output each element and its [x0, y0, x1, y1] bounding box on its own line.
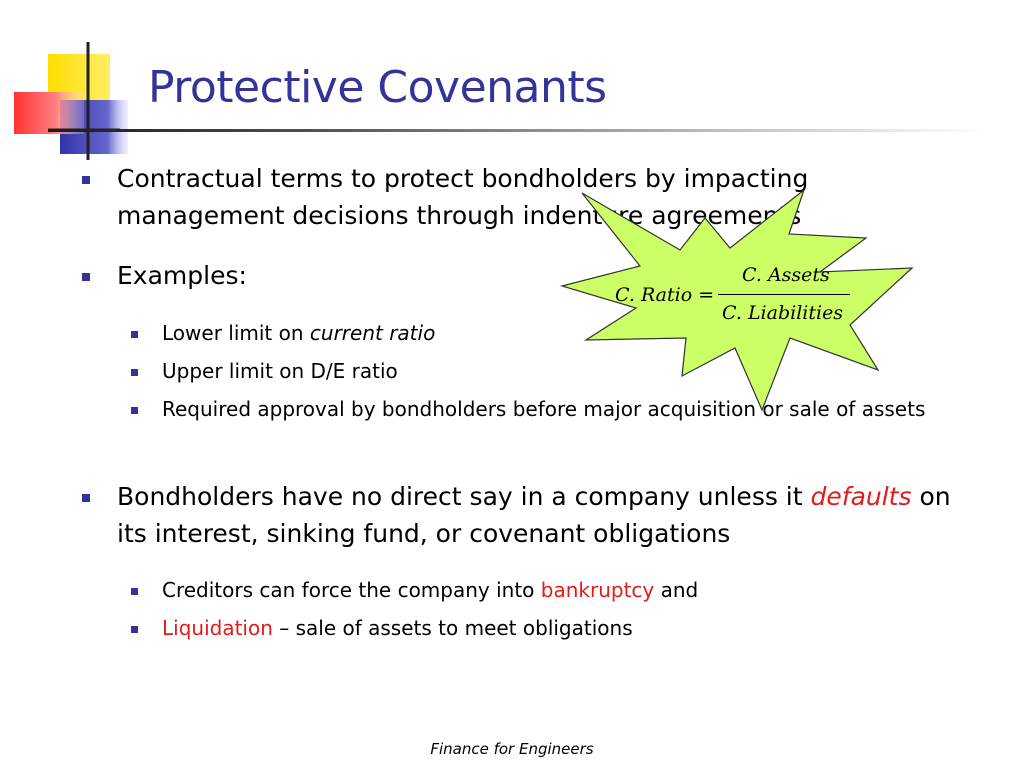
- formula-denominator: C. Liabilities: [722, 302, 844, 324]
- sub-bullet-marker: [131, 626, 138, 633]
- bullet-text: Bondholders have no direct say in a company unless it: [117, 482, 811, 511]
- slide-footer: Finance for Engineers: [430, 740, 594, 758]
- formula-numerator: C. Assets: [742, 264, 830, 286]
- current-ratio-emphasis: current ratio: [309, 321, 436, 345]
- formula-lhs: C. Ratio =: [615, 284, 715, 306]
- bullet-text: on its interest, sinking fund, or covenant obligations: [117, 482, 951, 548]
- sub-bullet-approval: Required approval by bondholders before major acquisition or sale of assets: [162, 397, 926, 421]
- defaults-emphasis: defaults: [810, 482, 912, 511]
- sub-bullet-text: and: [654, 578, 699, 602]
- sub-bullet-liquidation: [162, 613, 982, 643]
- sub-bullet-marker: [131, 331, 138, 338]
- bankruptcy-highlight: bankruptcy: [540, 578, 655, 602]
- bullet-examples: Examples:: [117, 261, 247, 290]
- sub-bullet-marker: [131, 407, 138, 414]
- sub-bullet-de-ratio: Upper limit on D/E ratio: [162, 359, 398, 383]
- bullet-marker: [82, 273, 90, 281]
- sub-bullet-marker: [131, 369, 138, 376]
- bullet-marker: [82, 176, 90, 184]
- sub-bullet-text: Lower limit on: [162, 321, 310, 345]
- sub-bullet-creditors: [162, 575, 982, 605]
- title-underline: [48, 129, 988, 132]
- liquidation-highlight: Liquidation: [162, 616, 273, 640]
- sub-bullet-text: Creditors can force the company into: [162, 578, 541, 602]
- slide-logo-graphic: [0, 0, 150, 170]
- bullet-contractual-terms: Contractual terms to protect bondholders by impacting management decisions through indenture agreements: [117, 164, 809, 230]
- formula-fraction-bar: [718, 294, 850, 295]
- bullet-marker: [82, 494, 90, 502]
- sub-bullet-text: – sale of assets to meet obligations: [272, 616, 633, 640]
- starburst-callout: [560, 188, 920, 412]
- sub-bullet-marker: [131, 588, 138, 595]
- bullet-bondholders-say: [117, 478, 987, 552]
- slide-title: Protective Covenants: [148, 62, 607, 113]
